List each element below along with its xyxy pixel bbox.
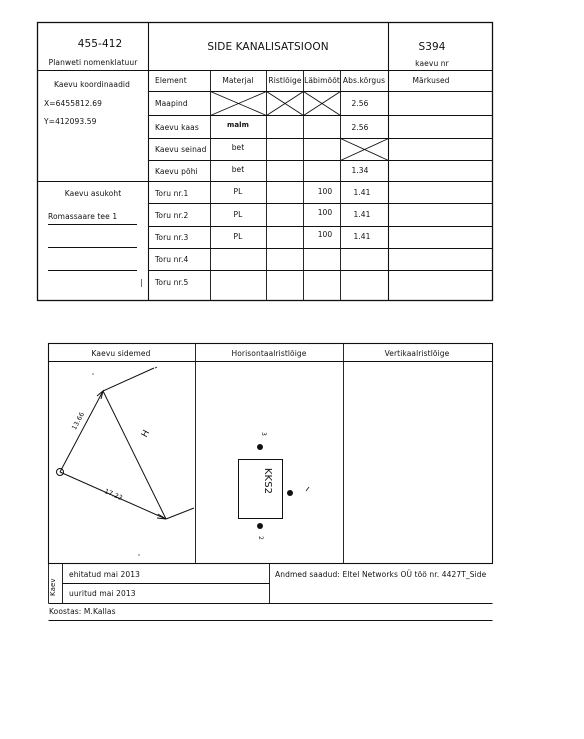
document-title: SIDE KANALISATSIOON bbox=[207, 41, 329, 53]
row-element: Toru nr.2 bbox=[155, 211, 189, 220]
house-label: H bbox=[140, 428, 153, 440]
coordinate-y: Y=412093.59 bbox=[44, 117, 97, 126]
footer-surveyed: uuritud mai 2013 bbox=[69, 589, 136, 598]
distance-label: 17.23 bbox=[103, 487, 124, 503]
row-material: PL bbox=[233, 232, 243, 241]
col-header-material: Materjal bbox=[222, 76, 254, 85]
row-element: Toru nr.1 bbox=[155, 189, 189, 198]
row-element: Kaevu kaas bbox=[155, 123, 199, 132]
row-height: 1.41 bbox=[353, 210, 371, 219]
row-diameter: 100 bbox=[317, 230, 333, 239]
map-sheet-label: Planweti nomenklatuur bbox=[48, 58, 138, 67]
coordinate-x: X=6455812.69 bbox=[44, 99, 102, 108]
sketch-col-title-links: Kaevu sidemed bbox=[91, 349, 151, 358]
col-header-notes: Märkused bbox=[412, 76, 450, 85]
row-height: 2.56 bbox=[351, 123, 369, 132]
row-material: PL bbox=[233, 187, 243, 196]
row-material: bet bbox=[231, 143, 245, 152]
location-label: Kaevu asukoht bbox=[64, 189, 122, 198]
well-id-label: KKS2 bbox=[262, 467, 274, 495]
row-element: Kaevu seinad bbox=[155, 145, 207, 154]
row-height: 2.56 bbox=[351, 99, 369, 108]
row-height: 1.34 bbox=[351, 166, 369, 175]
sketch-col-title-vertical: Vertikaalristlõige bbox=[384, 349, 450, 358]
col-header-height: Abs.kõrgus bbox=[342, 76, 386, 85]
row-diameter: 100 bbox=[317, 208, 333, 217]
coordinates-label: Kaevu koordinaadid bbox=[54, 80, 130, 89]
row-element: Toru nr.5 bbox=[155, 278, 189, 287]
footer-side-label: Kaev bbox=[49, 578, 57, 596]
well-number-label: kaevu nr bbox=[415, 59, 449, 68]
row-material: bet bbox=[231, 165, 245, 174]
col-header-section: Ristlõige bbox=[268, 76, 302, 85]
row-height: 1.41 bbox=[353, 188, 371, 197]
pipe-mark: 3 bbox=[259, 432, 267, 436]
footer-data-source: Andmed saadud: Eltel Networks OÜ töö nr. 4427T_Side bbox=[275, 570, 487, 579]
col-header-diameter: Läbimõõt bbox=[304, 76, 340, 85]
row-element: Maapind bbox=[155, 99, 188, 108]
pipe-mark: 2 bbox=[256, 536, 264, 540]
row-material: malm bbox=[226, 121, 250, 129]
row-height: 1.41 bbox=[353, 232, 371, 241]
well-number: S394 bbox=[418, 41, 446, 53]
distance-label: 13.66 bbox=[70, 410, 87, 432]
location-address: Romassaare tee 1 bbox=[48, 212, 118, 221]
row-element: Toru nr.4 bbox=[155, 255, 189, 264]
row-material: PL bbox=[233, 210, 243, 219]
row-element: Kaevu põhi bbox=[155, 167, 198, 176]
row-diameter: 100 bbox=[317, 187, 333, 196]
col-header-element: Element bbox=[155, 76, 187, 85]
footer-built: ehitatud mai 2013 bbox=[69, 570, 140, 579]
row-element: Toru nr.3 bbox=[155, 233, 189, 242]
map-sheet-number: 455-412 bbox=[77, 38, 123, 50]
footer-author: Koostas: M.Kallas bbox=[49, 607, 116, 616]
sketch-col-title-horizontal: Horisontaalristlõige bbox=[231, 349, 307, 358]
